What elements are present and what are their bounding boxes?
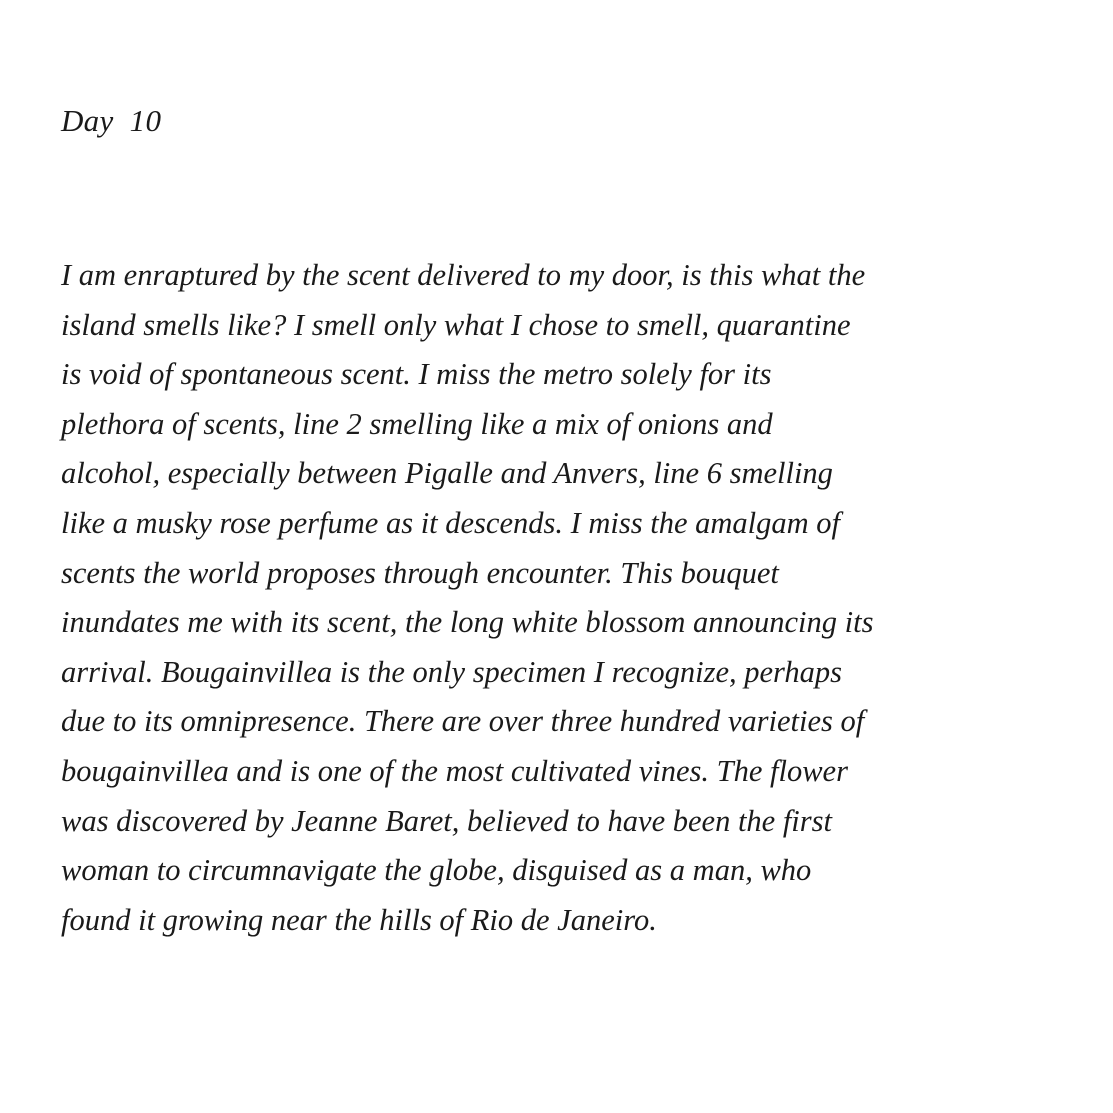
body-line: alcohol, especially between Pigalle and Anvers, line 6 smelling bbox=[61, 456, 833, 491]
body-line: scents the world proposes through encounter. This bouquet bbox=[61, 555, 779, 590]
body-line: found it growing near the hills of Rio de Janeiro. bbox=[61, 902, 657, 937]
body-line: plethora of scents, line 2 smelling like a mix of onions and bbox=[61, 406, 773, 441]
body-line: island smells like? I smell only what I chose to smell, quarantine bbox=[61, 307, 851, 342]
body-line: bougainvillea and is one of the most cultivated vines. The flower bbox=[61, 753, 848, 788]
body-line: was discovered by Jeanne Baret, believed to have been the first bbox=[61, 803, 832, 838]
body-line: like a musky rose perfume as it descends. I miss the amalgam of bbox=[61, 505, 841, 540]
body-line: inundates me with its scent, the long white blossom announcing its bbox=[61, 605, 874, 640]
entry-body bbox=[61, 251, 1081, 945]
body-line: arrival. Bougainvillea is the only specimen I recognize, perhaps bbox=[61, 654, 842, 689]
body-line: is void of spontaneous scent. I miss the metro solely for its bbox=[61, 357, 772, 392]
entry-title: Day 10 bbox=[61, 103, 162, 138]
body-line: woman to circumnavigate the globe, disguised as a man, who bbox=[61, 853, 812, 888]
body-line: due to its omnipresence. There are over three hundred varieties of bbox=[61, 704, 865, 739]
body-line: I am enraptured by the scent delivered to my door, is this what the bbox=[61, 258, 866, 292]
